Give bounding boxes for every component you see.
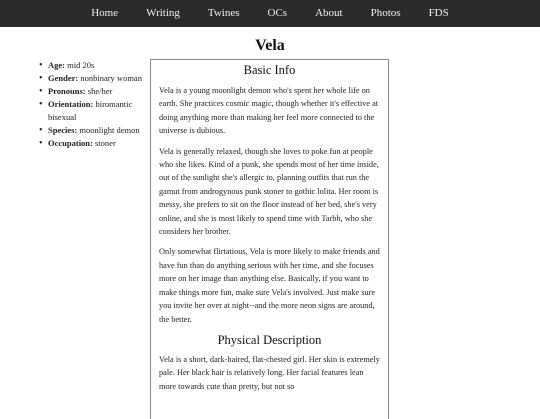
basic-info-paragraph: Vela is a young moonlight demon who's spent her whole life on earth. She practices cosmic magic, though whether it's effective at doing anything more than making her feel more connected to the universe is dubious. <box>159 86 379 136</box>
nav-twines[interactable]: Twines <box>207 7 240 19</box>
page-title: Vela <box>255 37 285 54</box>
nav-ocs[interactable]: OCs <box>267 7 288 19</box>
nav-photos[interactable]: Photos <box>370 7 401 19</box>
fact-age <box>36 59 148 72</box>
nav-fds[interactable]: FDS <box>428 7 449 19</box>
physical-description-paragraph: Vela is a short, dark-haired, flat-chested girl. Her skin is extremely pale. Her black hair is relatively long. Her facial features lean more towards cute than pretty, but not so <box>159 354 380 391</box>
fact-label: Pronouns: <box>48 86 86 96</box>
fact-species <box>36 124 148 137</box>
fact-value: mid 20s <box>67 60 95 70</box>
nav-writing[interactable]: Writing <box>146 7 180 19</box>
fact-label: Gender: <box>48 73 79 83</box>
basic-info-paragraph: Vela is generally relaxed, though she loves to poke fun at people who she likes. Kind of a punk, she spends most of her time inside, out of the sunlight she's allergic to, planning outfits that run the gamut from androgynous punk stoner to gothic lolita. Her room is messy, she prefers to sit on the floor instead of her bed, she's very online, and she is most likely to spend time with Tarbh, who she considers her brother. <box>159 146 379 237</box>
nav-home[interactable]: Home <box>91 7 119 19</box>
fact-label: Occupation: <box>48 138 93 148</box>
fact-value: stoner <box>95 138 116 148</box>
fact-label: Age: <box>48 60 65 70</box>
fact-value: moonlight demon <box>79 125 140 135</box>
fact-value: nonbinary woman <box>80 73 142 83</box>
fact-label: Orientation: <box>48 99 94 109</box>
fact-value: she/her <box>87 86 113 96</box>
basic-info-heading: Basic Info <box>243 63 296 77</box>
fact-occupation <box>36 137 148 150</box>
fact-label: Species: <box>48 125 78 135</box>
fact-orientation <box>36 98 148 124</box>
fact-gender <box>36 72 148 85</box>
character-description-card <box>150 59 389 419</box>
nav-about[interactable]: About <box>315 7 343 19</box>
physical-description-heading: Physical Description <box>217 332 322 347</box>
character-facts <box>36 59 148 150</box>
fact-pronouns <box>36 85 148 98</box>
basic-info-paragraph: Only somewhat flirtatious, Vela is more likely to make friends and have fun than do anything serious with her time, and she focuses more on her image than anything else. Basically, if you want to make things more fun, make sure Vela's involved. Just make sure you invite her over at night--and the more neon signs are around, the better. <box>159 247 380 324</box>
fact-value: biromantic bisexual <box>48 99 133 122</box>
top-navigation <box>0 0 540 27</box>
